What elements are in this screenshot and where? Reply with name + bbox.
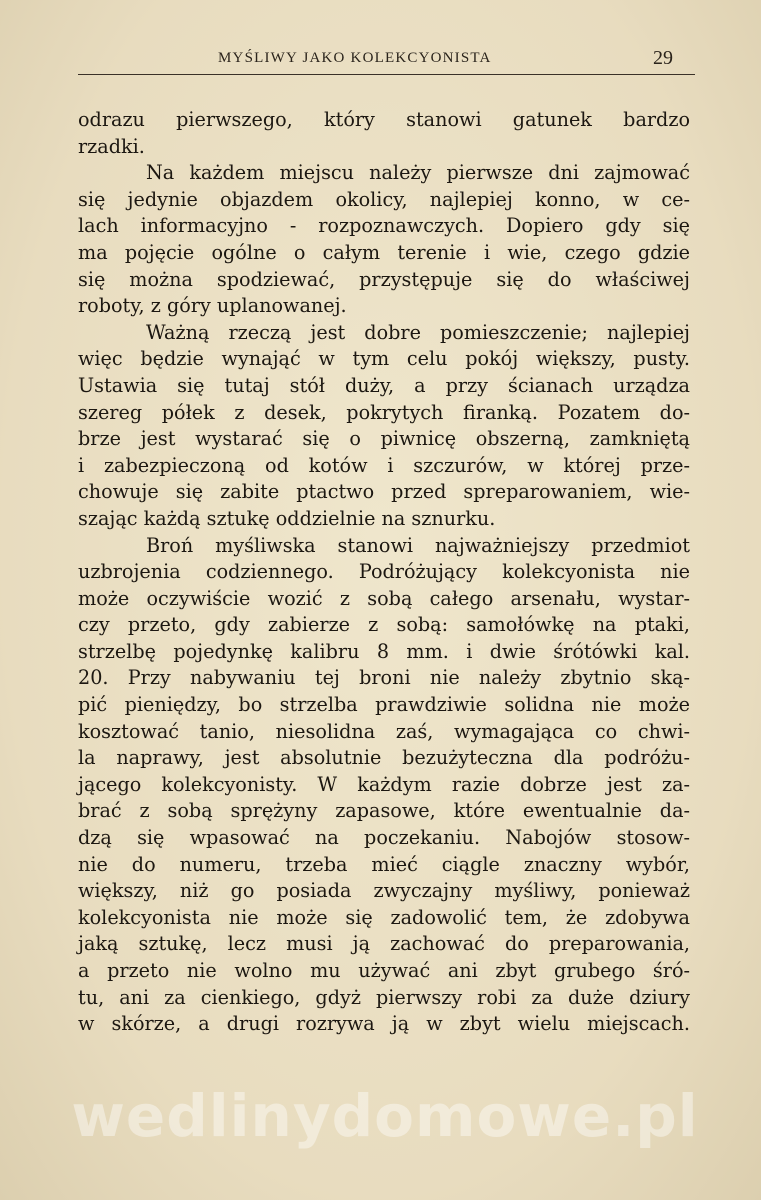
text-line: większy, niż go posiada zwyczajny myśliwy, ponieważ [78, 879, 690, 903]
text-line: się jedynie objazdem okolicy, najlepiej konno, w ce- [78, 187, 690, 211]
text-line: uzbrojenia codziennego. Podróżujący kolekcyonista nie [78, 560, 690, 584]
page-number: 29 [653, 47, 673, 69]
text-line: czy przeto, gdy zabierze z sobą: samołówkę na ptaki, [78, 613, 690, 637]
text-line: a przeto nie wolno mu używać ani zbyt grubego śró- [78, 959, 690, 982]
running-head: MYŚLIWY JAKO KOLEKCYONISTA [218, 50, 492, 66]
text-line: się można spodziewać, przystępuje się do właściwej [78, 267, 690, 291]
text-line: jącego kolekcyonisty. W każdym razie dobrze jest za- [78, 772, 690, 796]
watermark: wedlinydomowe.pl [71, 1082, 699, 1150]
text-line: szając każdą sztukę oddzielnie na sznurku. [78, 506, 496, 530]
text-line: rzadki. [78, 134, 145, 158]
text-line: tu, ani za cienkiego, gdyż pierwszy robi za duże dziury [78, 985, 690, 1009]
body-text [78, 107, 690, 1038]
text-line: kosztować tanio, niesolidna zaś, wymagająca co chwi- [78, 719, 690, 743]
text-line: nie do numeru, trzeba mieć ciągle znaczny wybór, [78, 852, 690, 876]
text-line: brać z sobą sprężyny zapasowe, które ewentualnie da- [78, 799, 690, 823]
text-line: i zabezpieczoną od kotów i szczurów, w której prze- [78, 453, 690, 477]
text-line: pić pieniędzy, bo strzelba prawdziwie solidna nie może [78, 693, 690, 717]
text-line: chowuje się zabite ptactwo przed spreparowaniem, wie- [78, 480, 690, 504]
text-line: strzelbę pojedynkę kalibru 8 mm. i dwie śrótówki kal. [78, 639, 690, 663]
text-line: dzą się wpasować na poczekaniu. Nabojów stosow- [78, 826, 690, 850]
text-line: 20. Przy nabywaniu tej broni nie należy zbytnio ską- [78, 666, 690, 690]
text-line: Ważną rzeczą jest dobre pomieszczenie; najlepiej [146, 320, 690, 344]
text-line: roboty, z góry uplanowanej. [78, 294, 347, 318]
text-line: Broń myśliwska stanowi najważniejszy przedmiot [146, 533, 690, 557]
text-line: więc będzie wynająć w tym celu pokój większy, pusty. [78, 347, 690, 371]
text-line: odrazu pierwszego, który stanowi gatunek bardzo [78, 108, 690, 131]
text-line: kolekcyonista nie może się zadowolić tem, że zdobywa [78, 905, 690, 929]
text-line: ma pojęcie ogólne o całym terenie i wie, czego gdzie [78, 240, 690, 264]
text-line: w skórze, a drugi rozrywa ją w zbyt wielu miejscach. [78, 1012, 690, 1036]
text-line: la naprawy, jest absolutnie bezużyteczna dla podróżu- [78, 746, 690, 770]
text-line: brze jest wystarać się o piwnicę obszerną, zamkniętą [78, 427, 690, 451]
text-line: lach informacyjno - rozpoznawczych. Dopiero gdy się [78, 214, 690, 238]
text-line: Na każdem miejscu należy pierwsze dni zajmować [146, 161, 690, 185]
text-line: szereg półek z desek, pokrytych firanką. Pozatem do- [78, 400, 690, 424]
page-header [78, 48, 695, 75]
text-line: jaką sztukę, lecz musi ją zachować do preparowania, [78, 932, 690, 956]
text-line: może oczywiście wozić z sobą całego arsenału, wystar- [78, 586, 690, 610]
text-line: Ustawia się tutaj stół duży, a przy ścianach urządza [78, 373, 690, 397]
